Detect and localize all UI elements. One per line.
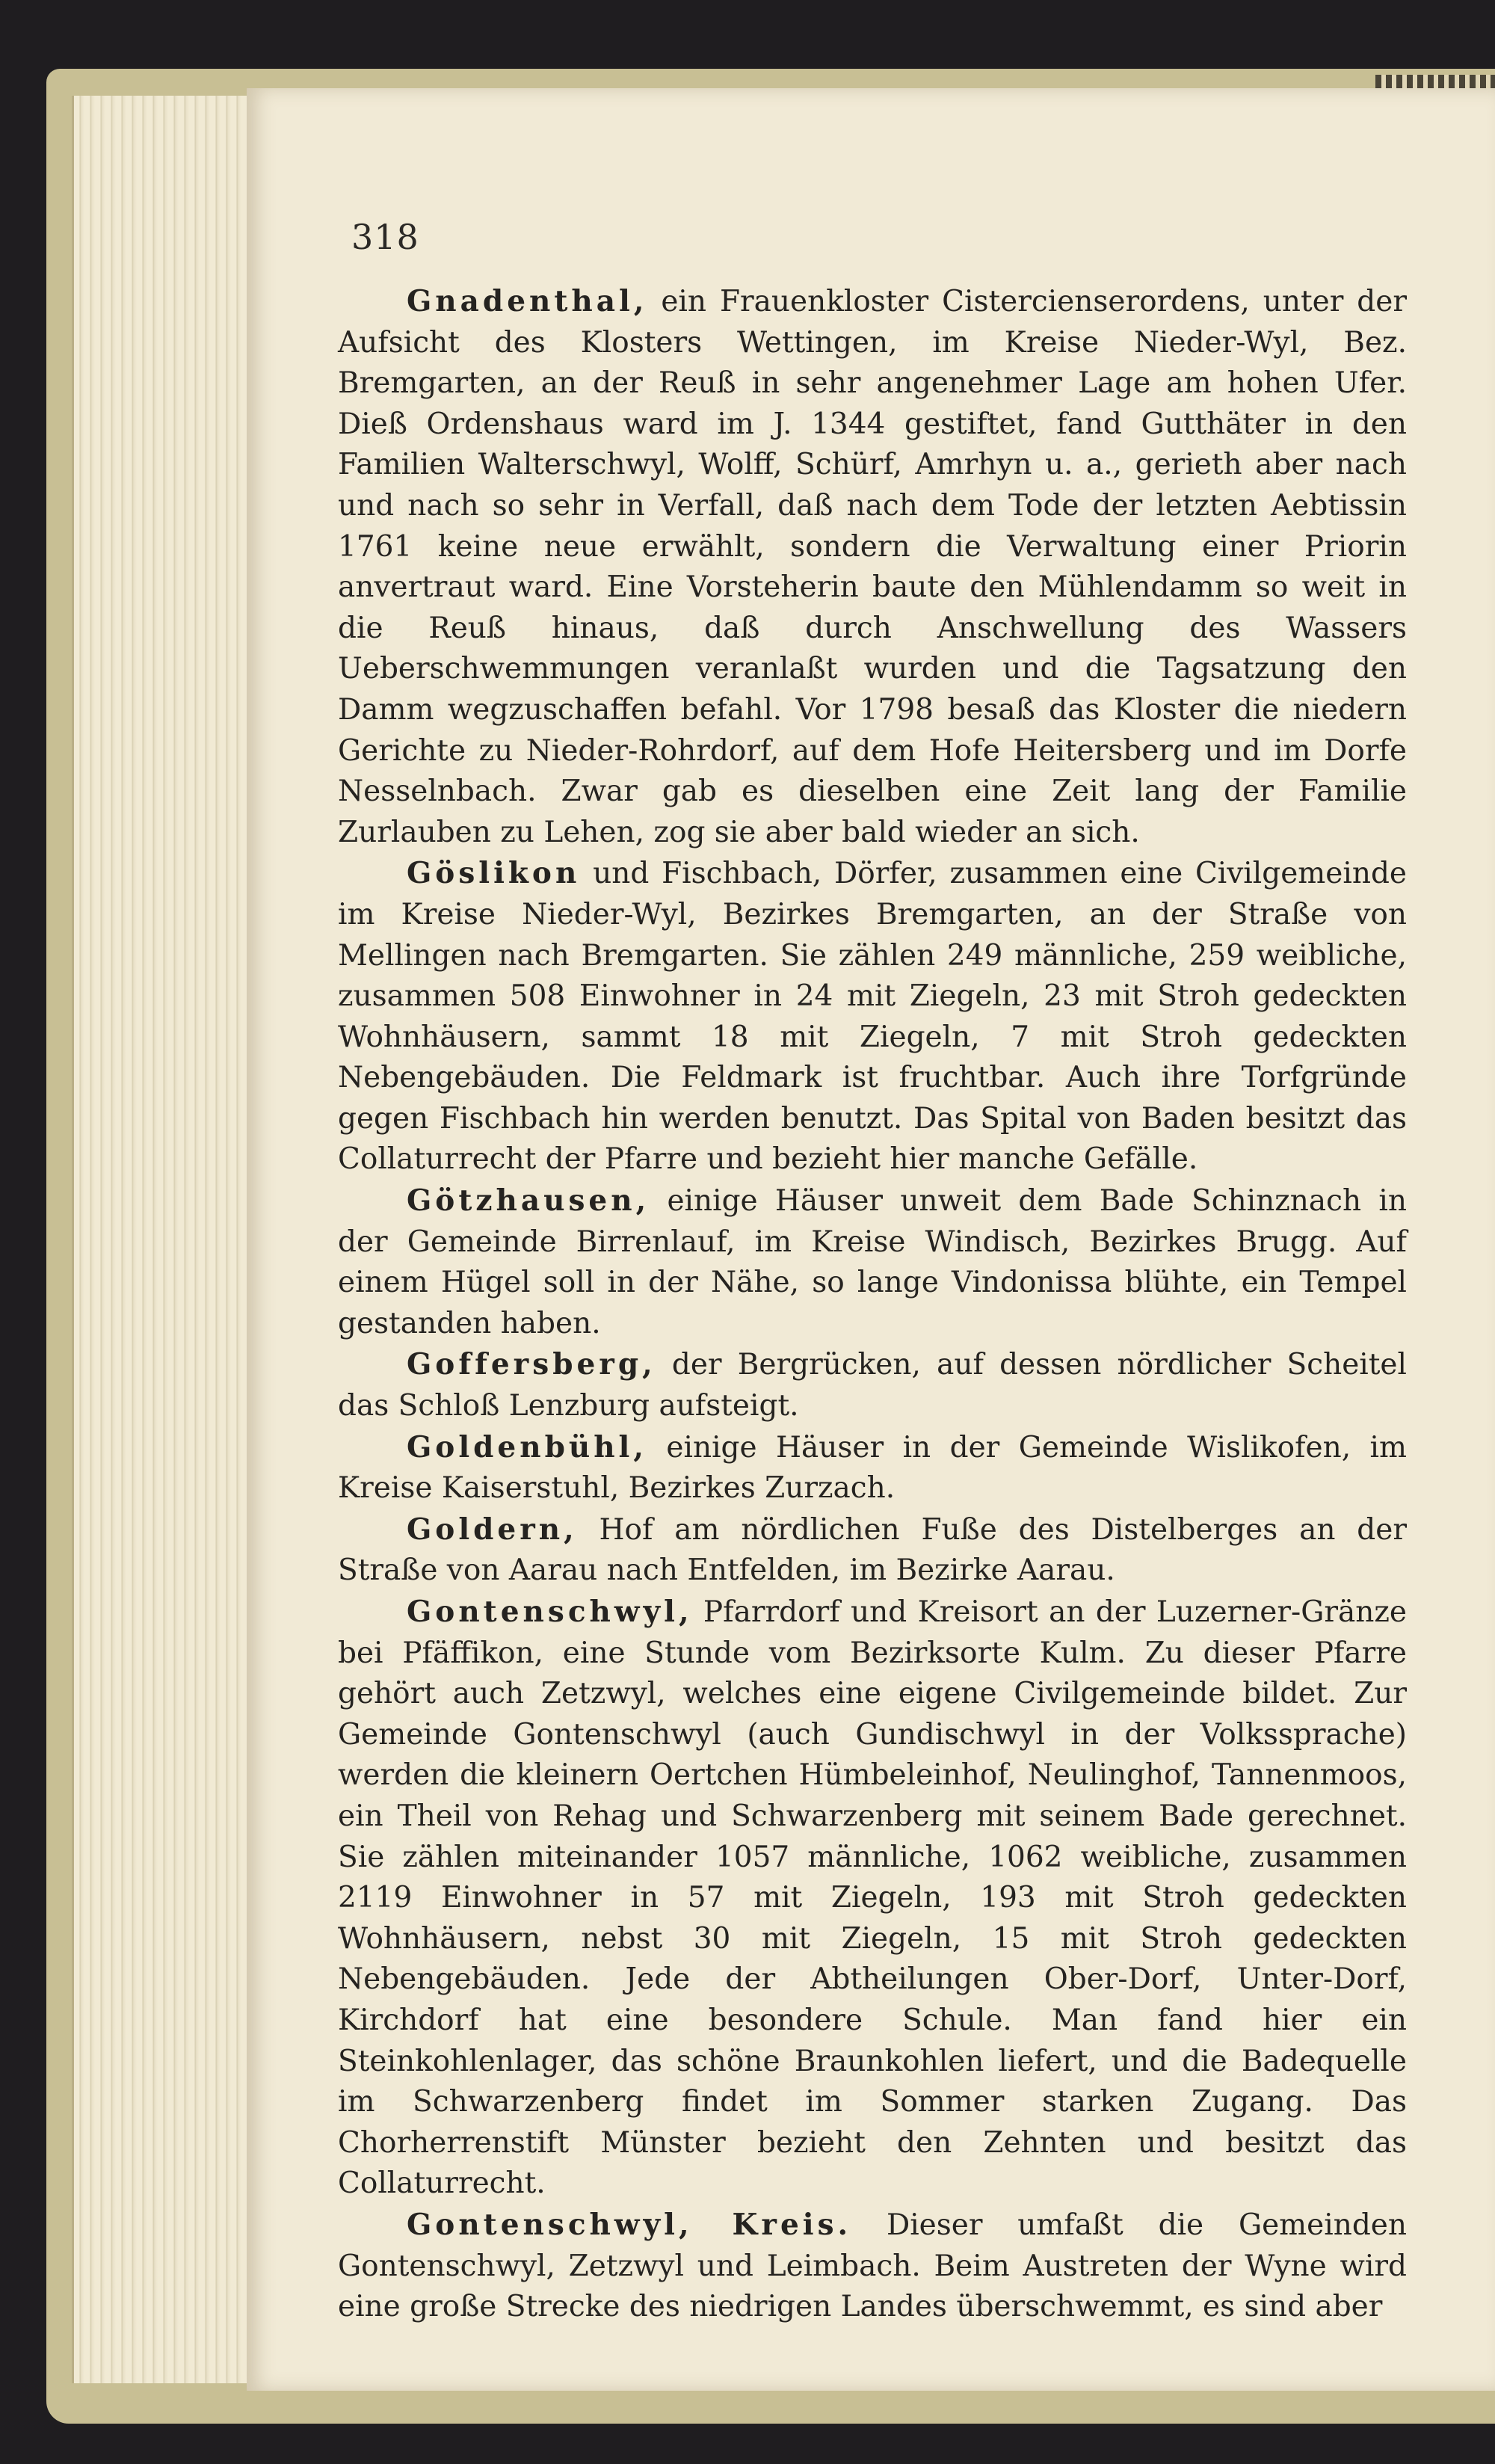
entry-head: Götzhausen,: [407, 1183, 650, 1219]
entry-goffersberg: [338, 1344, 1407, 1426]
entry-body: ein Frauenkloster Cistercienserordens, unter der Aufsicht des Klosters Wettingen, im Kreise Nieder-Wyl, Bez. Bremgarten, an der Reuß in sehr angenehmer Lage am hohen Ufer. Dieß Ordenshaus ward im J. 1344 gestiftet, fand Gutthäter in den Familien Walterschwyl, Wolff, Schürf, Amrhyn u. a., gerieth aber nach und nach so sehr in Verfall, daß nach dem Tode der letzten Aebtissin 1761 keine neue erwählt, sondern die Verwaltung einer Priorin anvertraut ward. Eine Vorsteherin baute den Mühlendamm so weit in die Reuß hinaus, daß durch Anschwellung des Wassers Ueberschwemmungen veranlaßt wurden und die Tagsatzung den Damm wegzuschaffen befahl. Vor 1798 besaß das Kloster die niedern Gerichte zu Nieder-Rohrdorf, auf dem Hofe Heitersberg und im Dorfe Nesselnbach. Zwar gab es dieselben eine Zeit lang der Familie Zurlauben zu Lehen, zog sie aber bald wieder an sich.: [338, 285, 1407, 849]
entry-body: einige Häuser unweit dem Bade Schinznach in der Gemeinde Birrenlauf, im Kreise Windisch, Bezirkes Brugg. Auf einem Hügel soll in der Nähe, so lange Vindonissa blühte, ein Tempel gestanden haben.: [338, 1184, 1407, 1340]
page-stack-edges: [72, 96, 261, 2383]
entry-head: Goffersberg,: [407, 1347, 656, 1382]
entry-body: Hof am nördlichen Fuße des Distelberges an der Straße von Aarau nach Entfelden, im Bezirke Aarau.: [338, 1512, 1407, 1588]
entry-body: der Bergrücken, auf dessen nördlicher Scheitel das Schloß Lenzburg aufsteigt.: [338, 1348, 1407, 1423]
entry-body: und Fischbach, Dörfer, zusammen eine Civilgemeinde im Kreise Nieder-Wyl, Bezirkes Bremgarten, an der Straße von Mellingen nach Bremgarten. Sie zählen 249 männliche, 259 weibliche, zusammen 508 Einwohner in 24 mit Ziegeln, 23 mit Stroh gedeckten Wohnhäusern, sammt 18 mit Ziegeln, 7 mit Stroh gedeckten Nebengebäuden. Die Feldmark ist fruchtbar. Auch ihre Torfgründe gegen Fischbach hin werden benutzt. Das Spital von Baden besitzt das Collaturrecht der Pfarre und bezieht hier manche Gefälle.: [338, 857, 1407, 1177]
text-column: [338, 281, 1407, 2328]
entry-goldern: [338, 1509, 1407, 1592]
entry-head: Gontenschwyl, Kreis.: [407, 2207, 852, 2242]
entry-gontenschwyl: [338, 1592, 1407, 2205]
entry-head: Gontenschwyl,: [407, 1595, 693, 1629]
entry-body: Dieser umfaßt die Gemeinden Gontenschwyl, Zetzwyl und Leimbach. Beim Austreten der Wyne wird eine große Strecke des niedrigen Landes überschwemmt, es sind aber: [338, 2208, 1407, 2324]
entry-gnadenthal: [338, 281, 1407, 853]
entry-gontenschwyl-kreis: [338, 2205, 1407, 2328]
entry-goetzhausen: [338, 1180, 1407, 1344]
entry-head: Göslikon: [407, 856, 581, 891]
entry-goeslikon: [338, 853, 1407, 1180]
entry-body: einige Häuser in der Gemeinde Wislikofen, im Kreise Kaiserstuhl, Bezirkes Zurzach.: [338, 1430, 1407, 1506]
entry-head: Gnadenthal,: [407, 284, 648, 318]
entry-goldenbuehl: [338, 1427, 1407, 1509]
entry-head: Goldenbühl,: [407, 1429, 647, 1464]
page-number: 318: [351, 217, 419, 257]
entry-head: Goldern,: [407, 1512, 578, 1547]
entry-body: Pfarrdorf und Kreisort an der Luzerner-Gränze bei Pfäffikon, eine Stunde vom Bezirksorte Kulm. Zu dieser Pfarre gehört auch Zetzwyl, welches eine eigene Civilgemeinde bildet. Zur Gemeinde Gontenschwyl (auch Gundischwyl in der Volkssprache) werden die kleinern Oertchen Hümbeleinhof, Neulinghof, Tannenmoos, ein Theil von Rehag und Schwarzenberg mit seinem Bade gerechnet. Sie zählen miteinander 1057 männliche, 1062 weibliche, zusammen 2119 Einwohner in 57 mit Ziegeln, 193 mit Stroh gedeckten Wohnhäusern, nebst 30 mit Ziegeln, 15 mit Stroh gedeckten Nebengebäuden. Jede der Abtheilungen Ober-Dorf, Unter-Dorf, Kirchdorf hat eine besondere Schule. Man fand hier ein Steinkohlenlager, das schöne Braunkohlen liefert, und die Badequelle im Schwarzenberg findet im Sommer starken Zugang. Das Chorherrenstift Münster bezieht den Zehnten und besitzt das Collaturrecht.: [338, 1595, 1407, 2201]
